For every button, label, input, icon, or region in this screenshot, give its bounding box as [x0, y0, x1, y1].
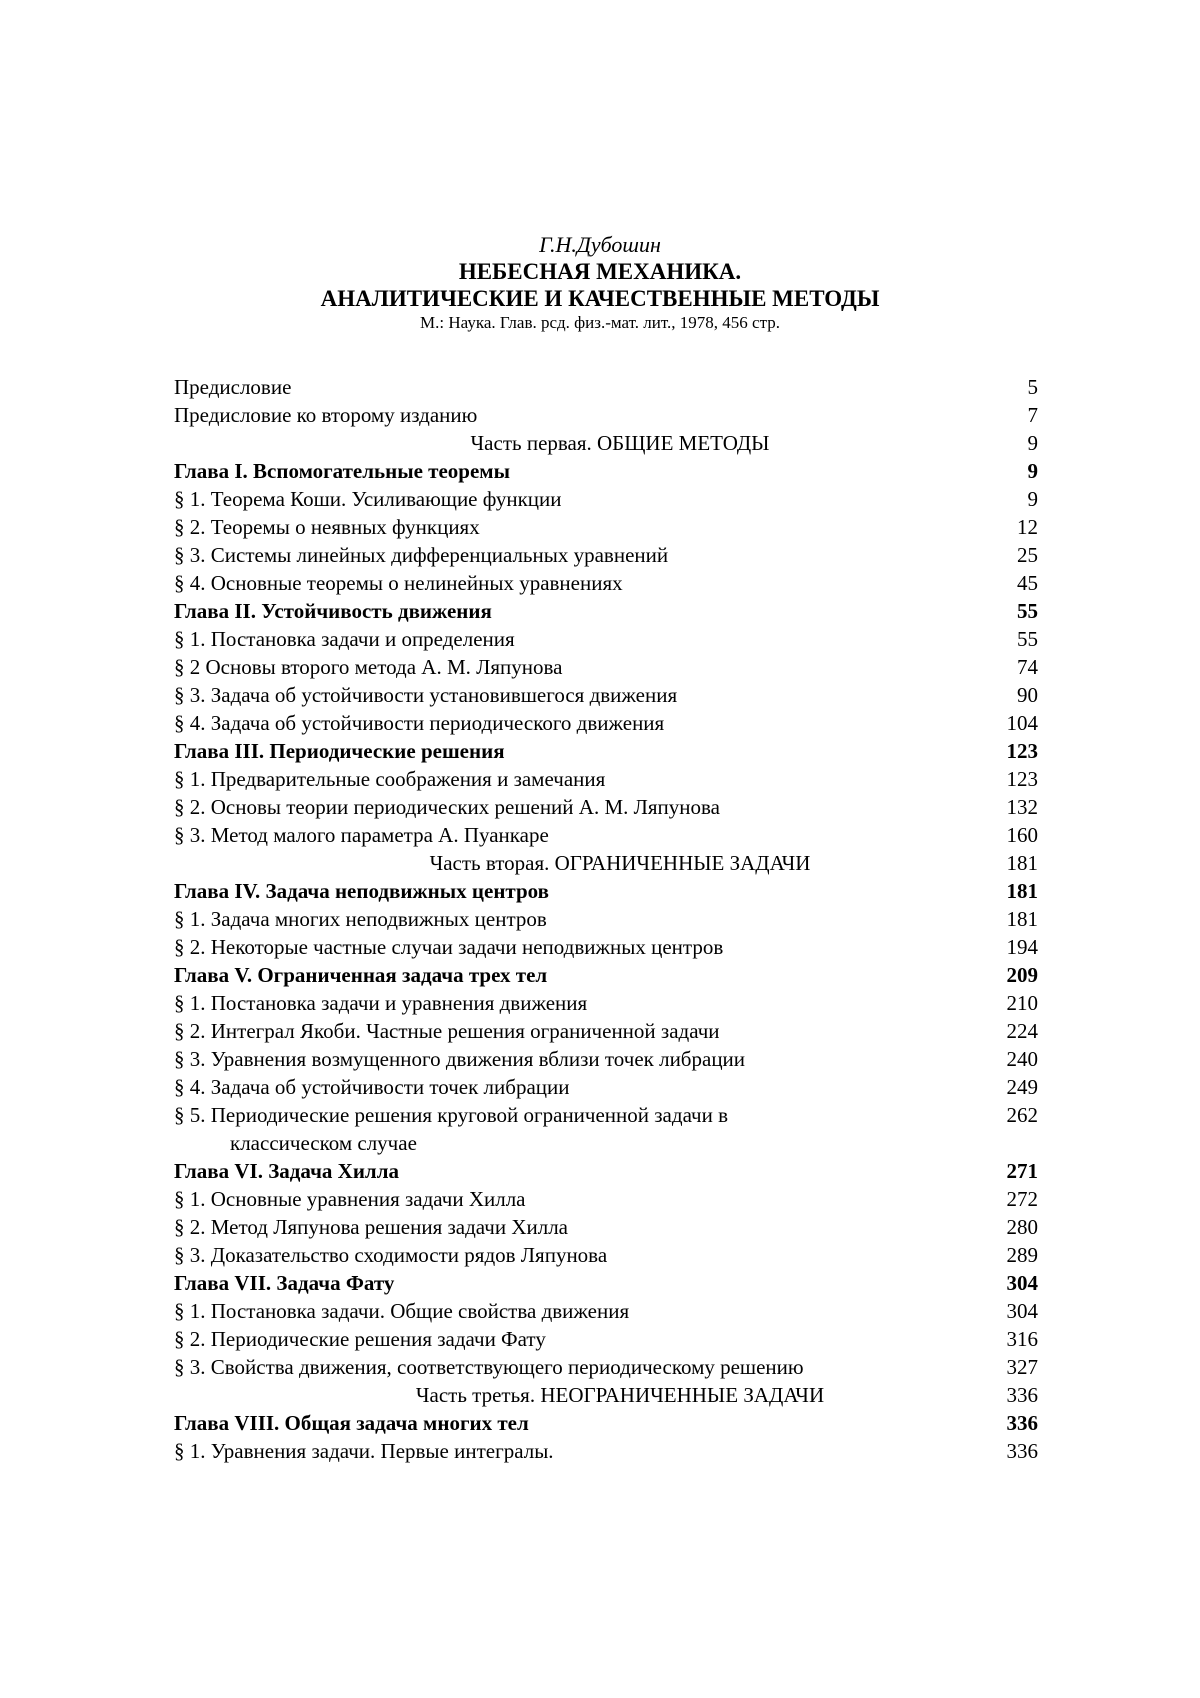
toc-entry-title: § 2. Периодические решения задачи Фату [174, 1327, 546, 1351]
toc-entry-title: § 2. Некоторые частные случаи задачи неподвижных центров [174, 935, 724, 959]
toc-page-number: 336 [1006, 1439, 1038, 1463]
toc-page-number: 5 [1027, 375, 1038, 399]
toc-row [174, 681, 1038, 709]
toc-row [174, 709, 1038, 737]
toc-row [174, 1185, 1038, 1213]
toc-chapter-row [174, 961, 1038, 989]
toc-entry-title: Часть вторая. ОГРАНИЧЕННЫЕ ЗАДАЧИ [429, 851, 811, 875]
toc-page-number: 316 [1006, 1327, 1038, 1351]
toc-chapter-row [174, 597, 1038, 625]
toc-page-number: 336 [1006, 1411, 1038, 1435]
toc-entry-title: Глава VII. Задача Фату [174, 1271, 395, 1295]
toc-row [174, 513, 1038, 541]
toc-page-number: 12 [1017, 515, 1038, 539]
toc-page-number: 224 [1006, 1019, 1038, 1043]
toc-row [174, 1101, 1038, 1129]
toc-entry-title: классическом случае [230, 1131, 417, 1155]
toc-entry-title: § 1. Постановка задачи и уравнения движения [174, 991, 588, 1015]
toc-page-number: 194 [1006, 935, 1038, 959]
toc-page-number: 123 [1006, 767, 1038, 791]
book-header [0, 232, 1200, 334]
toc-entry-title: Глава V. Ограниченная задача трех тел [174, 963, 548, 987]
toc-row [174, 793, 1038, 821]
toc-entry-title: § 3. Системы линейных дифференциальных уравнений [174, 543, 669, 567]
toc-page-number: 249 [1006, 1075, 1038, 1099]
toc-row [174, 1017, 1038, 1045]
toc-row [174, 1353, 1038, 1381]
toc-entry-title: § 1. Предварительные соображения и замечания [174, 767, 606, 791]
toc-page-number: 9 [1027, 431, 1038, 455]
toc-page-number: 55 [1017, 627, 1038, 651]
toc-entry-title: § 1. Задача многих неподвижных центров [174, 907, 547, 931]
toc-page-number: 104 [1006, 711, 1038, 735]
toc-entry-title: § 3. Свойства движения, соответствующего периодическому решению [174, 1355, 804, 1379]
toc-entry-title: § 2. Интеграл Якоби. Частные решения ограниченной задачи [174, 1019, 720, 1043]
toc-chapter-row [174, 1269, 1038, 1297]
toc-entry-title: Глава VIII. Общая задача многих тел [174, 1411, 529, 1435]
toc-page-number: 304 [1006, 1299, 1038, 1323]
toc-entry-title: § 2. Теоремы о неявных функциях [174, 515, 480, 539]
toc-part-row [174, 429, 1038, 457]
toc-entry-title: § 4. Задача об устойчивости точек либрации [174, 1075, 570, 1099]
toc-entry-title: § 1. Теорема Коши. Усиливающие функции [174, 487, 562, 511]
book-title-line-1: НЕБЕСНАЯ МЕХАНИКА. [458, 259, 742, 284]
toc-page-number: 336 [1006, 1383, 1038, 1407]
toc-entry-title: § 3. Задача об устойчивости установившегося движения [174, 683, 678, 707]
toc-page-number: 262 [1006, 1103, 1038, 1127]
toc-page-number: 123 [1006, 739, 1038, 763]
toc-entry-title: Часть третья. НЕОГРАНИЧЕННЫЕ ЗАДАЧИ [415, 1383, 825, 1407]
toc-page-number: 45 [1017, 571, 1038, 595]
toc-entry-title: Глава IV. Задача неподвижных центров [174, 879, 549, 903]
toc-chapter-row [174, 877, 1038, 905]
toc-entry-title: Предисловие ко второму изданию [174, 403, 478, 427]
toc-row [174, 1297, 1038, 1325]
toc-page-number: 280 [1006, 1215, 1038, 1239]
toc-row [174, 933, 1038, 961]
toc-row [174, 989, 1038, 1017]
toc-entry-title: § 3. Доказательство сходимости рядов Ляпунова [174, 1243, 608, 1267]
toc-page-number: 9 [1027, 459, 1038, 483]
toc-entry-title: Предисловие [174, 375, 292, 399]
toc-row [174, 401, 1038, 429]
toc-page-number: 327 [1006, 1355, 1038, 1379]
toc-page-number: 132 [1006, 795, 1038, 819]
toc-page-number: 181 [1006, 879, 1038, 903]
toc-continuation-row [174, 1129, 1038, 1157]
toc-row [174, 765, 1038, 793]
toc-entry-title: § 2. Метод Ляпунова решения задачи Хилла [174, 1215, 568, 1239]
toc-page-number: 90 [1017, 683, 1038, 707]
toc-entry-title: § 2 Основы второго метода А. М. Ляпунова [174, 655, 563, 679]
toc-row [174, 541, 1038, 569]
toc-row [174, 1325, 1038, 1353]
toc-row [174, 1213, 1038, 1241]
toc-entry-title: § 1. Основные уравнения задачи Хилла [174, 1187, 526, 1211]
toc-page-number: 271 [1006, 1159, 1038, 1183]
toc-row [174, 1045, 1038, 1073]
toc-row [174, 821, 1038, 849]
toc-page-number: 74 [1017, 655, 1038, 679]
toc-chapter-row [174, 737, 1038, 765]
toc-chapter-row [174, 457, 1038, 485]
toc-page-number: 272 [1006, 1187, 1038, 1211]
toc-row [174, 1241, 1038, 1269]
toc-row [174, 1073, 1038, 1101]
toc-page-number: 304 [1006, 1271, 1038, 1295]
book-title-line-2: АНАЛИТИЧЕСКИЕ И КАЧЕСТВЕННЫЕ МЕТОДЫ [320, 286, 880, 311]
toc-entry-title: § 4. Задача об устойчивости периодического движения [174, 711, 665, 735]
toc-row [174, 653, 1038, 681]
toc-row [174, 625, 1038, 653]
toc-entry-title: § 3. Уравнения возмущенного движения вблизи точек либрации [174, 1047, 746, 1071]
author-name: Г.Н.Дубошин [539, 232, 661, 257]
toc-row [174, 569, 1038, 597]
toc-chapter-row [174, 1409, 1038, 1437]
toc-entry-title: Глава I. Вспомогательные теоремы [174, 459, 511, 483]
toc-page-number: 289 [1006, 1243, 1038, 1267]
toc-entry-title: Глава II. Устойчивость движения [174, 599, 492, 623]
toc-page-number: 181 [1006, 907, 1038, 931]
toc-page-number: 181 [1006, 851, 1038, 875]
toc-entry-title: Глава VI. Задача Хилла [174, 1159, 399, 1183]
toc-row [174, 905, 1038, 933]
toc-row [174, 485, 1038, 513]
table-of-contents [174, 373, 1038, 1465]
toc-page-number: 210 [1006, 991, 1038, 1015]
toc-part-row [174, 1381, 1038, 1409]
toc-page-number: 240 [1006, 1047, 1038, 1071]
publication-info: М.: Наука. Глав. рсд. физ.-мат. лит., 1978, 456 стр. [420, 313, 780, 332]
toc-entry-title: § 1. Постановка задачи и определения [174, 627, 515, 651]
toc-entry-title: § 1. Уравнения задачи. Первые интегралы. [174, 1439, 554, 1463]
toc-page-number: 7 [1027, 403, 1038, 427]
toc-chapter-row [174, 1157, 1038, 1185]
toc-entry-title: § 1. Постановка задачи. Общие свойства движения [174, 1299, 630, 1323]
toc-row [174, 373, 1038, 401]
toc-entry-title: § 4. Основные теоремы о нелинейных уравнениях [174, 571, 623, 595]
toc-page-number: 25 [1017, 543, 1038, 567]
toc-entry-title: § 3. Метод малого параметра А. Пуанкаре [174, 823, 549, 847]
toc-page-number: 9 [1027, 487, 1038, 511]
toc-entry-title: § 5. Периодические решения круговой ограниченной задачи в [174, 1103, 729, 1127]
toc-page-number: 160 [1006, 823, 1038, 847]
toc-page-number: 55 [1017, 599, 1038, 623]
toc-entry-title: Глава III. Периодические решения [174, 739, 505, 763]
toc-entry-title: Часть первая. ОБЩИЕ МЕТОДЫ [470, 431, 770, 455]
toc-entry-title: § 2. Основы теории периодических решений А. М. Ляпунова [174, 795, 720, 819]
toc-page-number: 209 [1006, 963, 1038, 987]
toc-part-row [174, 849, 1038, 877]
toc-row [174, 1437, 1038, 1465]
